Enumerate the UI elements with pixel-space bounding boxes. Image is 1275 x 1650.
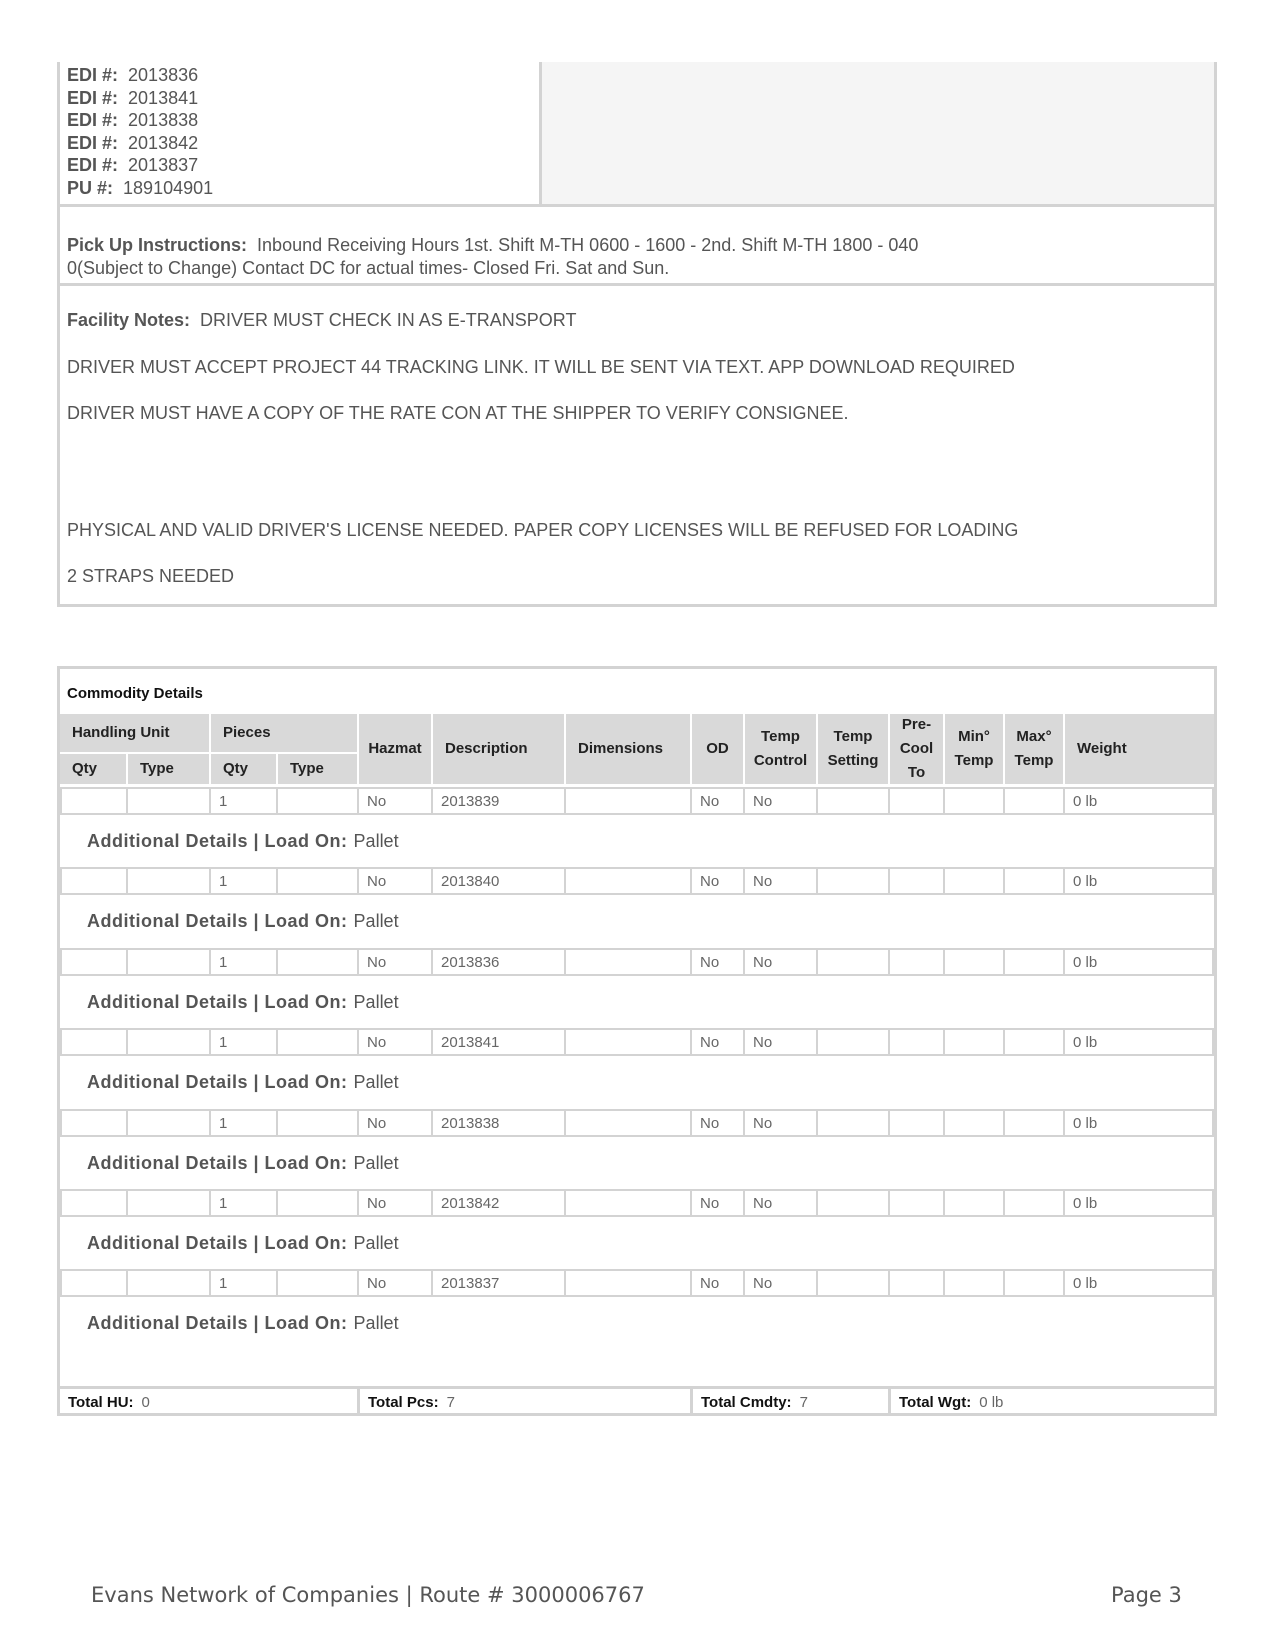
cell-dimensions: [564, 1269, 692, 1297]
pickup-line-2: 0(Subject to Change) Contact DC for actual times- Closed Fri. Sat and Sun.: [67, 258, 670, 278]
cell-temp-control: No: [743, 1028, 818, 1056]
header-temp-setting-line: Temp: [833, 728, 873, 745]
cell-pcs-type: [276, 787, 359, 815]
cell-hu-qty: [60, 1269, 128, 1297]
total-hu: [60, 1389, 357, 1416]
cell-hazmat: No: [357, 1189, 433, 1217]
additional-details-label: Additional Details | Load On:: [87, 830, 348, 851]
header-od: OD: [692, 714, 743, 784]
cell-dimensions: [564, 787, 692, 815]
total-pcs-value: 7: [446, 1394, 455, 1411]
reference-label: EDI #:: [67, 110, 119, 130]
cell-temp-control: No: [743, 1109, 818, 1137]
cell-max-temp: [1003, 1109, 1065, 1137]
reference-value: 2013837: [128, 155, 199, 175]
cell-temp-control: No: [743, 948, 818, 976]
cell-od: No: [690, 867, 745, 895]
cell-dimensions: [564, 1028, 692, 1056]
header-hu-qty: Qty: [60, 754, 126, 784]
reference-line: [67, 154, 539, 177]
facility-note: DRIVER MUST CHECK IN AS E-TRANSPORT: [200, 310, 577, 330]
facility-note: PHYSICAL AND VALID DRIVER'S LICENSE NEEDED. PAPER COPY LICENSES WILL BE REFUSED FOR LOADING: [67, 520, 1019, 540]
cell-min-temp: [943, 867, 1005, 895]
cell-weight: 0 lb: [1063, 1189, 1214, 1217]
cell-min-temp: [943, 1109, 1005, 1137]
additional-details-label: Additional Details | Load On:: [87, 910, 348, 931]
cell-dimensions: [564, 1189, 692, 1217]
reference-value: 189104901: [123, 177, 214, 198]
additional-details: [60, 1137, 1214, 1189]
cell-hu-type: [126, 1189, 211, 1217]
cell-description: 2013840: [431, 867, 566, 895]
additional-details: [60, 1297, 1214, 1349]
cell-min-temp: [943, 948, 1005, 976]
cell-temp-setting: [816, 1028, 890, 1056]
additional-details: [60, 895, 1214, 947]
reference-label: EDI #:: [67, 65, 119, 85]
additional-details-label: Additional Details | Load On:: [87, 991, 348, 1012]
cell-hu-qty: [60, 948, 128, 976]
header-temp-control: [745, 714, 816, 784]
cell-max-temp: [1003, 948, 1065, 976]
cell-temp-setting: [816, 1269, 890, 1297]
cell-hu-type: [126, 1028, 211, 1056]
cell-od: No: [690, 787, 745, 815]
cell-hu-qty: [60, 1189, 128, 1217]
cell-pcs-qty: 1: [209, 787, 278, 815]
cell-hazmat: No: [357, 1028, 433, 1056]
total-wgt: [891, 1389, 1211, 1416]
cell-hu-type: [126, 867, 211, 895]
additional-details: [60, 1056, 1214, 1108]
pickup-line-1: Inbound Receiving Hours 1st. Shift M-TH 0600 - 1600 - 2nd. Shift M-TH 1800 - 040: [257, 235, 919, 255]
reference-value: 2013842: [128, 132, 199, 153]
cell-description: 2013839: [431, 787, 566, 815]
cell-hazmat: No: [357, 787, 433, 815]
cell-hu-qty: [60, 787, 128, 815]
cell-hazmat: No: [357, 1109, 433, 1137]
load-on-value: Pallet: [353, 910, 399, 931]
header-min-temp-line: Min°: [958, 728, 990, 745]
cell-pcs-qty: 1: [209, 867, 278, 895]
stop-details-box: [57, 62, 1217, 607]
cell-description: 2013838: [431, 1109, 566, 1137]
cell-precool: [888, 948, 945, 976]
cell-temp-control: No: [743, 1269, 818, 1297]
cell-od: No: [690, 948, 745, 976]
footer-company-route: Evans Network of Companies | Route # 3000006767: [91, 1583, 645, 1607]
cell-temp-setting: [816, 867, 890, 895]
cell-hazmat: No: [357, 867, 433, 895]
cell-precool: [888, 1028, 945, 1056]
reference-label: EDI #:: [67, 87, 119, 108]
reference-line: [67, 177, 539, 200]
header-precool-line: Pre-: [901, 716, 932, 733]
cell-temp-control: No: [743, 787, 818, 815]
cell-weight: 0 lb: [1063, 1028, 1214, 1056]
total-wgt-value: 0 lb: [979, 1394, 1004, 1411]
reference-line: [67, 64, 539, 87]
cell-description: 2013836: [431, 948, 566, 976]
additional-details-label: Additional Details | Load On:: [87, 1071, 348, 1092]
divider: [60, 204, 1214, 207]
additional-details-label: Additional Details | Load On:: [87, 1152, 348, 1173]
total-pcs-label: Total Pcs:: [368, 1394, 439, 1411]
facility-note: 2 STRAPS NEEDED: [67, 566, 235, 586]
cell-min-temp: [943, 1028, 1005, 1056]
cell-precool: [888, 1189, 945, 1217]
divider: [60, 283, 1214, 286]
cell-description: 2013842: [431, 1189, 566, 1217]
additional-details-label: Additional Details | Load On:: [87, 1232, 348, 1253]
cell-weight: 0 lb: [1063, 1109, 1214, 1137]
cell-weight: 0 lb: [1063, 1269, 1214, 1297]
pickup-label: Pick Up Instructions:: [67, 235, 248, 255]
cell-od: No: [690, 1028, 745, 1056]
header-temp-setting-line: Setting: [827, 752, 879, 769]
cell-temp-control: No: [743, 1189, 818, 1217]
cell-hu-qty: [60, 1028, 128, 1056]
total-hu-label: Total HU:: [68, 1394, 134, 1411]
cell-temp-setting: [816, 1189, 890, 1217]
reference-value: 2013838: [128, 110, 199, 130]
reference-line: [67, 109, 539, 132]
cell-hu-qty: [60, 1109, 128, 1137]
cell-max-temp: [1003, 1189, 1065, 1217]
header-dimensions: Dimensions: [566, 714, 690, 784]
cell-od: No: [690, 1109, 745, 1137]
cell-hazmat: No: [357, 1269, 433, 1297]
totals-row: [60, 1386, 1214, 1416]
reference-label: EDI #:: [67, 132, 119, 153]
cell-min-temp: [943, 1189, 1005, 1217]
facility-note: DRIVER MUST HAVE A COPY OF THE RATE CON AT THE SHIPPER TO VERIFY CONSIGNEE.: [67, 403, 849, 423]
facility-note-first-line: [67, 310, 576, 331]
cell-hu-type: [126, 1269, 211, 1297]
reference-blank-panel: [542, 62, 1214, 204]
cell-max-temp: [1003, 867, 1065, 895]
header-precool-line: To: [907, 764, 926, 781]
header-hu-type: Type: [128, 754, 209, 784]
reference-label: PU #:: [67, 177, 114, 198]
reference-value: 2013841: [128, 87, 199, 108]
additional-details: [60, 1217, 1214, 1269]
total-cmdty-label: Total Cmdty:: [701, 1394, 792, 1411]
cell-od: No: [690, 1189, 745, 1217]
cell-weight: 0 lb: [1063, 867, 1214, 895]
cell-dimensions: [564, 948, 692, 976]
header-pieces: Pieces: [211, 714, 357, 752]
cell-pcs-type: [276, 1189, 359, 1217]
load-on-value: Pallet: [353, 991, 399, 1012]
cell-pcs-type: [276, 1028, 359, 1056]
total-cmdty: [693, 1389, 888, 1416]
header-handling-unit: Handling Unit: [60, 714, 209, 752]
total-pcs: [360, 1389, 692, 1416]
additional-details: [60, 815, 1214, 867]
header-pcs-type: Type: [278, 754, 357, 784]
reference-numbers: [60, 62, 542, 204]
cell-pcs-qty: 1: [209, 1269, 278, 1297]
header-pcs-qty: Qty: [211, 754, 276, 784]
cell-temp-setting: [816, 948, 890, 976]
reference-value: 2013836: [128, 65, 199, 85]
cell-max-temp: [1003, 1269, 1065, 1297]
cell-precool: [888, 1269, 945, 1297]
cell-min-temp: [943, 1269, 1005, 1297]
reference-line: [67, 132, 539, 155]
header-temp-control-line: Control: [753, 752, 808, 769]
header-max-temp: [1005, 714, 1063, 784]
cell-weight: 0 lb: [1063, 948, 1214, 976]
reference-line: [67, 87, 539, 110]
load-on-value: Pallet: [353, 1071, 399, 1092]
load-on-value: Pallet: [353, 830, 399, 851]
cell-temp-setting: [816, 787, 890, 815]
facility-note: DRIVER MUST ACCEPT PROJECT 44 TRACKING LINK. IT WILL BE SENT VIA TEXT. APP DOWNLOAD REQUIRED: [67, 357, 1015, 377]
cell-temp-control: No: [743, 867, 818, 895]
cell-pcs-type: [276, 1269, 359, 1297]
cell-hazmat: No: [357, 948, 433, 976]
cell-hu-type: [126, 1109, 211, 1137]
facility-label: Facility Notes:: [67, 310, 191, 330]
cell-hu-qty: [60, 867, 128, 895]
header-max-temp-line: Temp: [1014, 752, 1054, 769]
cell-description: 2013837: [431, 1269, 566, 1297]
cell-pcs-qty: 1: [209, 1109, 278, 1137]
cell-pcs-type: [276, 867, 359, 895]
header-description: Description: [433, 714, 564, 784]
header-precool: [890, 714, 943, 784]
cell-precool: [888, 1109, 945, 1137]
additional-details-label: Additional Details | Load On:: [87, 1312, 348, 1333]
header-temp-setting: [818, 714, 888, 784]
cell-pcs-qty: 1: [209, 948, 278, 976]
cell-hu-type: [126, 948, 211, 976]
cell-max-temp: [1003, 787, 1065, 815]
cell-dimensions: [564, 867, 692, 895]
total-cmdty-value: 7: [799, 1394, 808, 1411]
header-min-temp-line: Temp: [954, 752, 994, 769]
commodity-title: Commodity Details: [67, 685, 203, 702]
reference-label: EDI #:: [67, 155, 119, 175]
commodity-details-table: [57, 666, 1217, 1416]
pickup-instructions: [67, 234, 1204, 280]
header-max-temp-line: Max°: [1016, 728, 1052, 745]
cell-hu-type: [126, 787, 211, 815]
load-on-value: Pallet: [353, 1312, 399, 1333]
cell-dimensions: [564, 1109, 692, 1137]
total-hu-value: 0: [141, 1394, 150, 1411]
header-weight: Weight: [1065, 714, 1214, 784]
cell-temp-setting: [816, 1109, 890, 1137]
cell-od: No: [690, 1269, 745, 1297]
footer-page-number: Page 3: [1111, 1583, 1182, 1607]
cell-pcs-qty: 1: [209, 1028, 278, 1056]
cell-description: 2013841: [431, 1028, 566, 1056]
cell-weight: 0 lb: [1063, 787, 1214, 815]
cell-max-temp: [1003, 1028, 1065, 1056]
header-precool-line: Cool: [899, 740, 934, 757]
cell-pcs-qty: 1: [209, 1189, 278, 1217]
additional-details: [60, 976, 1214, 1028]
header-temp-control-line: Temp: [761, 728, 800, 745]
cell-precool: [888, 867, 945, 895]
total-wgt-label: Total Wgt:: [899, 1394, 972, 1411]
cell-pcs-type: [276, 948, 359, 976]
header-min-temp: [945, 714, 1003, 784]
cell-precool: [888, 787, 945, 815]
load-on-value: Pallet: [353, 1152, 399, 1173]
cell-pcs-type: [276, 1109, 359, 1137]
load-on-value: Pallet: [353, 1232, 399, 1253]
cell-min-temp: [943, 787, 1005, 815]
header-hazmat: Hazmat: [359, 714, 431, 784]
